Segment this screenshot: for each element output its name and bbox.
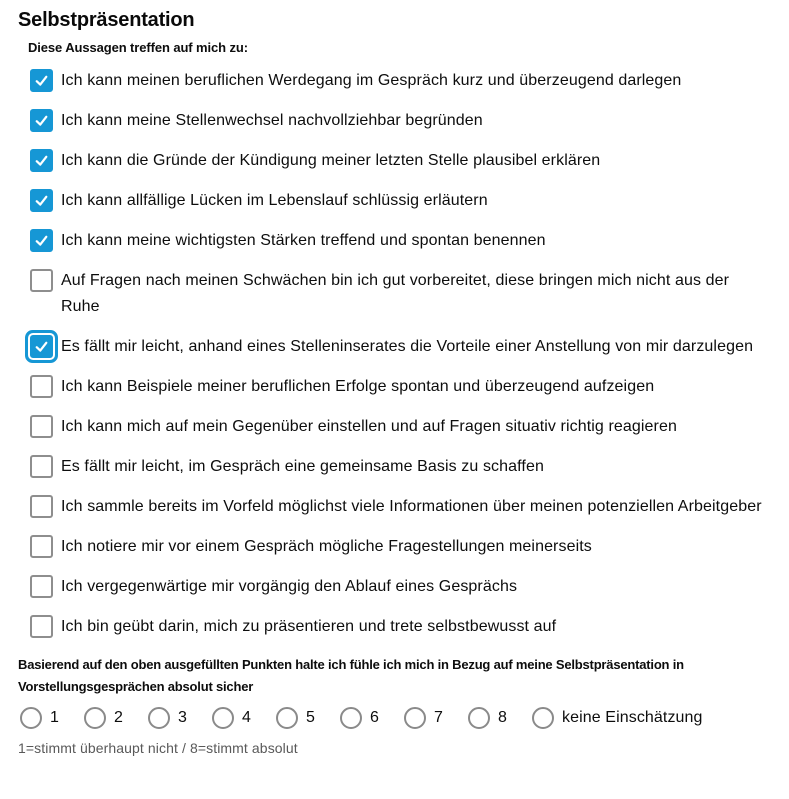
radio-label: 4 xyxy=(242,709,251,726)
radio-option[interactable] xyxy=(532,707,703,729)
checkbox-label: Ich kann mich auf mein Gegenüber einstellen und auf Fragen situativ richtig reagieren xyxy=(61,418,677,435)
rating-question: Basierend auf den oben ausgefüllten Punkten halte ich fühle ich mich in Bezug auf meine Selbstpräsentation in Vorstellungsgesprächen absolut sicher xyxy=(18,657,684,694)
radio-option[interactable] xyxy=(148,707,187,729)
checkbox-label: Ich bin geübt darin, mich zu präsentieren und trete selbstbewusst auf xyxy=(61,618,557,635)
radio-label: 8 xyxy=(498,709,507,726)
radio-label: 3 xyxy=(178,709,187,726)
radio-label: 1 xyxy=(50,709,59,726)
checkbox[interactable] xyxy=(30,269,53,292)
checkbox[interactable] xyxy=(30,375,53,398)
radio-button[interactable] xyxy=(340,707,362,729)
checkbox-row xyxy=(30,334,769,360)
checkmark-icon xyxy=(33,192,50,209)
section-subtitle: Diese Aussagen treffen auf mich zu: xyxy=(28,40,248,55)
checkbox-row xyxy=(30,494,769,520)
checkbox[interactable] xyxy=(30,229,53,252)
checkbox-label: Es fällt mir leicht, im Gespräch eine gemeinsame Basis zu schaffen xyxy=(61,458,544,475)
checkbox-row xyxy=(30,148,769,174)
checkbox[interactable] xyxy=(30,109,53,132)
checkmark-icon xyxy=(33,112,50,129)
radio-label: keine Einschätzung xyxy=(562,709,703,726)
checkbox-row xyxy=(30,188,769,214)
checkbox-row xyxy=(30,614,769,640)
checkbox[interactable] xyxy=(30,335,53,358)
statement-list xyxy=(30,68,769,640)
radio-label: 7 xyxy=(434,709,443,726)
radio-button[interactable] xyxy=(84,707,106,729)
radio-option[interactable] xyxy=(276,707,315,729)
checkbox[interactable] xyxy=(30,575,53,598)
checkmark-icon xyxy=(33,72,50,89)
checkbox[interactable] xyxy=(30,495,53,518)
radio-button[interactable] xyxy=(212,707,234,729)
checkmark-icon xyxy=(33,232,50,249)
checkbox-label: Ich kann Beispiele meiner beruflichen Erfolge spontan und überzeugend aufzeigen xyxy=(61,378,655,395)
checkbox[interactable] xyxy=(30,69,53,92)
radio-label: 5 xyxy=(306,709,315,726)
checkbox[interactable] xyxy=(30,415,53,438)
radio-button[interactable] xyxy=(404,707,426,729)
radio-option[interactable] xyxy=(84,707,123,729)
checkbox[interactable] xyxy=(30,189,53,212)
rating-legend: 1=stimmt überhaupt nicht / 8=stimmt absolut xyxy=(18,740,298,756)
page-title: Selbstpräsentation xyxy=(18,9,195,31)
radio-button[interactable] xyxy=(20,707,42,729)
checkbox-label: Auf Fragen nach meinen Schwächen bin ich gut vorbereitet, diese bringen mich nicht aus der Ruhe xyxy=(61,272,730,315)
checkbox-row xyxy=(30,228,769,254)
checkbox-row xyxy=(30,534,769,560)
checkmark-icon xyxy=(33,338,50,355)
checkbox-label: Ich sammle bereits im Vorfeld möglichst viele Informationen über meinen potenziellen Arbeitgeber xyxy=(61,498,762,515)
checkbox-label: Ich kann allfällige Lücken im Lebenslauf schlüssig erläutern xyxy=(61,192,488,209)
checkbox-label: Ich kann die Gründe der Kündigung meiner letzten Stelle plausibel erklären xyxy=(61,152,601,169)
checkbox-row xyxy=(30,574,769,600)
checkbox-label: Ich kann meinen beruflichen Werdegang im Gespräch kurz und überzeugend darlegen xyxy=(61,72,682,89)
radio-label: 6 xyxy=(370,709,379,726)
radio-label: 2 xyxy=(114,709,123,726)
radio-option[interactable] xyxy=(340,707,379,729)
checkbox-label: Ich kann meine wichtigsten Stärken treffend und spontan benennen xyxy=(61,232,546,249)
checkbox[interactable] xyxy=(30,455,53,478)
checkbox-label: Ich vergegenwärtige mir vorgängig den Ablauf eines Gesprächs xyxy=(61,578,518,595)
checkbox-row xyxy=(30,68,769,94)
checkbox-row xyxy=(30,454,769,480)
radio-option[interactable] xyxy=(468,707,507,729)
radio-option[interactable] xyxy=(212,707,251,729)
checkbox[interactable] xyxy=(30,149,53,172)
checkbox[interactable] xyxy=(30,615,53,638)
checkbox-row xyxy=(30,414,769,440)
checkbox[interactable] xyxy=(30,535,53,558)
checkbox-label: Ich notiere mir vor einem Gespräch mögliche Fragestellungen meinerseits xyxy=(61,538,592,555)
checkbox-label: Es fällt mir leicht, anhand eines Stelleninserates die Vorteile einer Anstellung von mir darzulegen xyxy=(61,338,754,355)
rating-options xyxy=(20,707,789,729)
checkbox-row xyxy=(30,108,769,134)
radio-button[interactable] xyxy=(276,707,298,729)
checkmark-icon xyxy=(33,152,50,169)
radio-button[interactable] xyxy=(468,707,490,729)
radio-button[interactable] xyxy=(532,707,554,729)
radio-option[interactable] xyxy=(404,707,443,729)
checkbox-row xyxy=(30,268,769,320)
checkbox-label: Ich kann meine Stellenwechsel nachvollziehbar begründen xyxy=(61,112,483,129)
radio-option[interactable] xyxy=(20,707,59,729)
checkbox-row xyxy=(30,374,769,400)
radio-button[interactable] xyxy=(148,707,170,729)
